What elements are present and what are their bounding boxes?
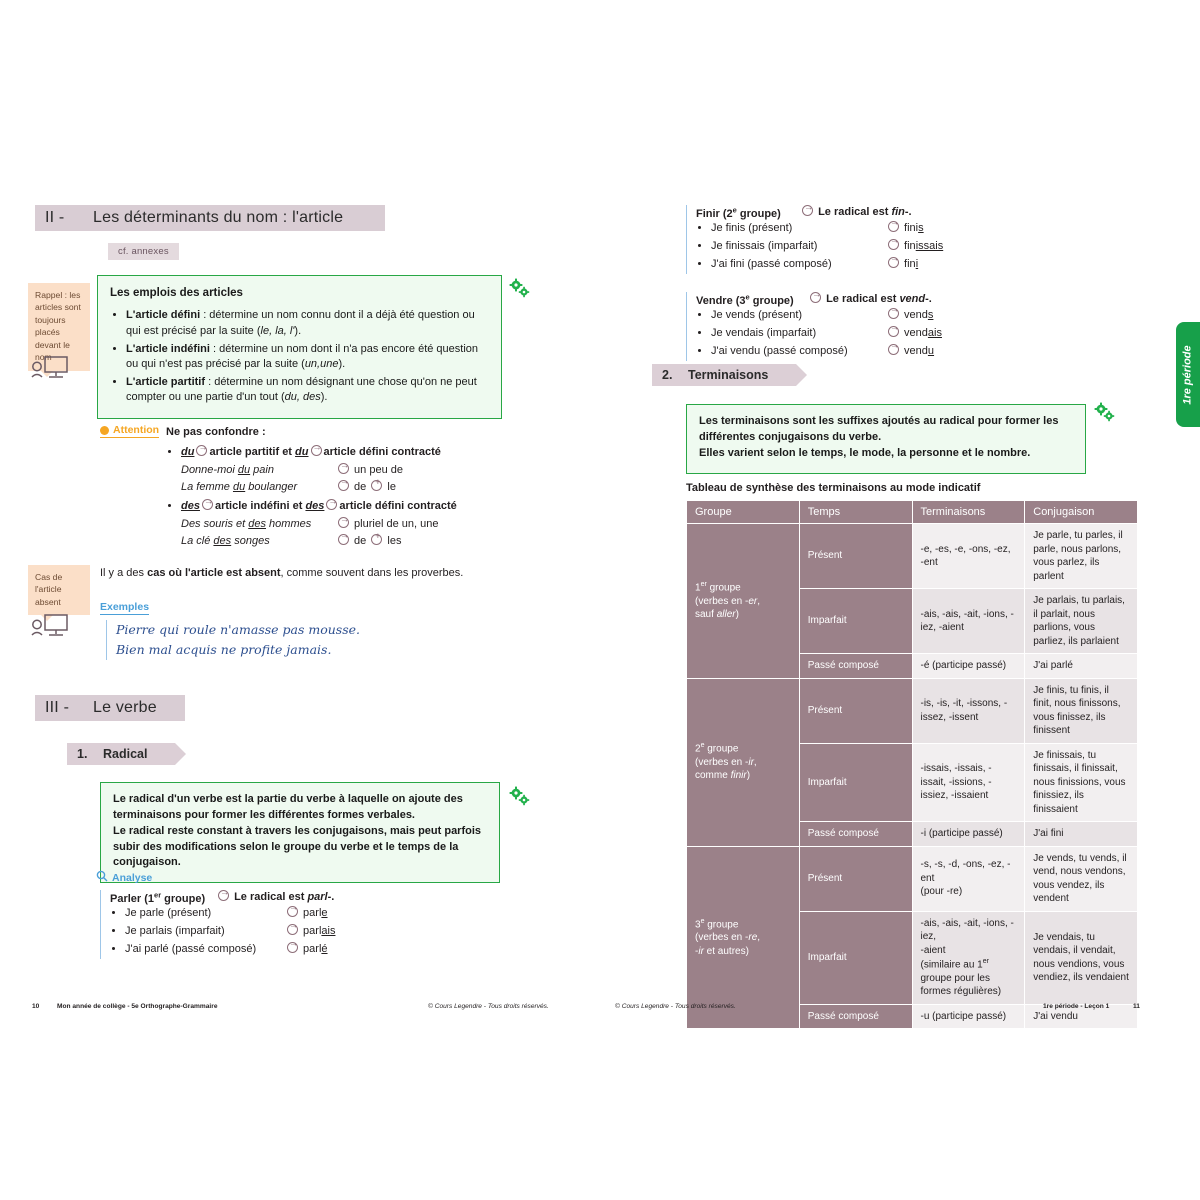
group-label: 2e groupe (verbes en -ir, comme finir) xyxy=(687,678,800,846)
arrow-icon xyxy=(338,463,349,474)
col-conjugaison: Conjugaison xyxy=(1025,501,1138,524)
subsection-title: Terminaisons xyxy=(688,368,769,382)
table-caption: Tableau de synthèse des terminaisons au mode indicatif xyxy=(686,482,981,494)
analyse-block-finir xyxy=(686,205,1026,274)
example-row: Donne-moi du pain → un peu de xyxy=(181,462,506,479)
conjugaison-cell: Je finis, tu finis, il finit, nous finissons, vous finissez, ils finissent xyxy=(1025,678,1138,743)
attention-title: Ne pas confondre : xyxy=(166,426,266,438)
gears-icon-1 xyxy=(508,278,532,305)
definition-box-radical xyxy=(100,782,500,883)
example-row: La femme du boulanger → de + le xyxy=(181,479,506,496)
arrow-icon xyxy=(338,480,349,491)
period-tab[interactable] xyxy=(1176,322,1200,427)
footer-copyright-left: © Cours Legendre - Tous droits réservés. xyxy=(428,1003,549,1010)
temps-cell: Présent xyxy=(799,846,912,911)
definition-box-terminaisons xyxy=(686,404,1086,474)
conjugaison-cell: J'ai parlé xyxy=(1025,654,1138,679)
terminaisons-cell: -ais, -ais, -ait, -ions, -iez, -aient (similaire au 1er groupe pour les formes régulières) xyxy=(912,911,1025,1004)
footer-book-title: Mon année de collège - 5e Orthographe-Grammaire xyxy=(57,1003,218,1010)
conjugation-left: Je vends (présent) xyxy=(711,308,803,321)
conjugation-left: Je parle (présent) xyxy=(125,906,212,919)
arrow-icon xyxy=(888,239,899,250)
arrow-icon xyxy=(311,445,322,456)
section-title: Le verbe xyxy=(93,699,157,716)
plus-icon xyxy=(371,534,382,545)
radical-text: Le radical est parl-. xyxy=(234,891,335,903)
col-terminaisons: Terminaisons xyxy=(912,501,1025,524)
definition-line: Les terminaisons sont les suffixes ajoutés au radical pour former les différentes conjugaisons du verbe. xyxy=(699,415,1059,443)
list-item: • Je vendais (imparfait) → vendais xyxy=(711,325,1026,342)
footer-lesson: 1re période - Leçon 1 xyxy=(1043,1003,1110,1010)
verb-head-row xyxy=(696,205,1026,220)
arrow-icon xyxy=(287,906,298,917)
table-row xyxy=(687,678,1138,743)
section-heading-3 xyxy=(35,695,185,721)
temps-cell: Imparfait xyxy=(799,589,912,654)
analyse-tag xyxy=(96,870,152,885)
subsection-terminaisons xyxy=(652,364,796,386)
arrow-icon xyxy=(202,499,213,510)
verb-head: Parler (1er groupe) xyxy=(110,890,206,905)
list-item: • Je finissais (imparfait) → finissais xyxy=(711,238,1026,255)
footer-copyright-right: © Cours Legendre - Tous droits réservés. xyxy=(615,1003,736,1010)
temps-cell: Imparfait xyxy=(799,911,912,1004)
conjugaison-cell: J'ai fini xyxy=(1025,822,1138,847)
gears-icon-2 xyxy=(508,786,532,813)
arrow-icon xyxy=(810,292,821,303)
list-item: • J'ai parlé (passé composé) → parlé xyxy=(125,941,440,958)
table-header-row xyxy=(687,501,1138,524)
conjugation-left: Je finissais (imparfait) xyxy=(711,239,818,252)
terminaisons-cell: -ais, -ais, -ait, -ions, -iez, -aient xyxy=(912,589,1025,654)
conjugaison-cell: Je parlais, tu parlais, il parlait, nous parlions, vous parliez, ils parlaient xyxy=(1025,589,1138,654)
arrow-icon xyxy=(888,344,899,355)
conjugaison-cell: J'ai vendu xyxy=(1025,1004,1138,1029)
subsection-number: 2. xyxy=(662,368,673,382)
arrow-icon xyxy=(802,205,813,216)
section-heading-2 xyxy=(35,205,385,231)
gears-icon-3 xyxy=(1093,402,1117,429)
conjugation-table xyxy=(686,500,1138,1029)
absent-article-text: Il y a des cas où l'article est absent, comme souvent dans les proverbes. xyxy=(100,567,464,579)
arrow-icon xyxy=(196,445,207,456)
list-item: • J'ai fini (passé composé) → fini xyxy=(711,256,1026,273)
arrow-icon xyxy=(888,308,899,319)
radical-text: Le radical est vend-. xyxy=(826,293,932,305)
col-temps: Temps xyxy=(799,501,912,524)
table-row xyxy=(687,846,1138,911)
list-item: • du → article partitif et du → article défini contracté xyxy=(181,444,506,461)
definition-list xyxy=(110,308,489,406)
analyse-block-parler xyxy=(100,890,440,959)
conjugation-left: J'ai vendu (passé composé) xyxy=(711,344,848,357)
analyse-label: Analyse xyxy=(112,871,153,884)
terminaisons-cell: -e, -es, -e, -ons, -ez, -ent xyxy=(912,524,1025,589)
section-number: III - xyxy=(45,699,70,716)
definition-line: Elles varient selon le temps, le mode, la personne et le nombre. xyxy=(699,447,1031,460)
arrow-icon xyxy=(218,890,229,901)
temps-cell: Présent xyxy=(799,524,912,589)
group-label: 3e groupe (verbes en -re, -ir et autres) xyxy=(687,846,800,1029)
temps-cell: Passé composé xyxy=(799,654,912,679)
footer-page-number-right: 11 xyxy=(1133,1003,1140,1010)
arrow-icon xyxy=(326,499,337,510)
terminaisons-cell: -é (participe passé) xyxy=(912,654,1025,679)
list-item: • Je finis (présent) → finis xyxy=(711,220,1026,237)
terminaisons-cell: -is, -is, -it, -issons, -issez, -issent xyxy=(912,678,1025,743)
definition-title: Les emplois des articles xyxy=(110,287,243,299)
arrow-icon xyxy=(888,326,899,337)
verb-head: Finir (2e groupe) xyxy=(696,205,781,220)
terminaisons-cell: -i (participe passé) xyxy=(912,822,1025,847)
temps-cell: Passé composé xyxy=(799,1004,912,1029)
definition-line: Le radical d'un verbe est la partie du verbe à laquelle on ajoute des terminaisons pour former les différentes formes verbales. xyxy=(113,793,463,821)
conjugation-left: J'ai fini (passé composé) xyxy=(711,257,832,270)
list-item: • Je parle (présent) → parle xyxy=(125,905,440,922)
example-row: Des souris et des hommes → pluriel de un, une xyxy=(181,516,506,533)
arrow-icon xyxy=(888,221,899,232)
conjugation-left: Je vendais (imparfait) xyxy=(711,326,817,339)
plus-icon xyxy=(371,480,382,491)
arrow-icon xyxy=(287,942,298,953)
terminaisons-cell: -s, -s, -d, -ons, -ez, -ent (pour -re) xyxy=(912,846,1025,911)
example-line: Pierre qui roule n'amasse pas mousse. xyxy=(116,622,360,637)
example-row: La clé des songes → de + les xyxy=(181,533,506,550)
conjugation-left: Je finis (présent) xyxy=(711,221,793,234)
search-icon xyxy=(96,870,108,885)
subsection-number: 1. xyxy=(77,747,88,761)
period-tab-label: 1re période xyxy=(1182,344,1194,405)
list-item: • L'article défini : détermine un nom connu dont il a déjà été question ou qui est précisé par la suite (le, la, l'). xyxy=(126,308,489,339)
temps-cell: Passé composé xyxy=(799,822,912,847)
callout-cas-absent: Cas de l'article absent xyxy=(28,565,90,615)
subsection-radical xyxy=(67,743,175,765)
temps-cell: Imparfait xyxy=(799,743,912,822)
terminaisons-cell: -u (participe passé) xyxy=(912,1004,1025,1029)
col-groupe: Groupe xyxy=(687,501,800,524)
arrow-icon xyxy=(287,924,298,935)
arrow-icon xyxy=(338,517,349,528)
section-title: Les déterminants du nom : l'article xyxy=(93,209,344,226)
callout-rappel: Rappel : les articles sont toujours placés devant le nom xyxy=(28,283,90,371)
warning-dot-icon xyxy=(100,426,109,435)
table-row xyxy=(687,524,1138,589)
arrow-icon xyxy=(888,257,899,268)
definition-line: Le radical reste constant à travers les conjugaisons, mais peut parfois subir des modifications selon le groupe du verbe et le temps de la conjugaison. xyxy=(113,825,482,869)
conjugaison-cell: Je parle, tu parles, il parle, nous parlons, vous parlez, ils parlent xyxy=(1025,524,1138,589)
definition-box-articles xyxy=(97,275,502,419)
screen-person-icon-1 xyxy=(30,352,70,385)
list-item: • Je parlais (imparfait) → parlais xyxy=(125,923,440,940)
footer-page-number-left: 10 xyxy=(32,1003,40,1010)
list-item: • J'ai vendu (passé composé) → vendu xyxy=(711,343,1026,360)
confusion-block-du xyxy=(166,444,506,495)
exemples-label: Exemples xyxy=(100,601,150,613)
verb-head: Vendre (3e groupe) xyxy=(696,292,794,307)
conjugation-left: Je parlais (imparfait) xyxy=(125,924,225,937)
conjugation-left: J'ai parlé (passé composé) xyxy=(125,942,257,955)
radical-text: Le radical est fin-. xyxy=(818,206,912,218)
verb-head-row xyxy=(696,292,1026,307)
group-label: 1er groupe (verbes en -er, sauf aller) xyxy=(687,524,800,679)
conjugaison-cell: Je finissais, tu finissais, il finissait, nous finissions, vous finissiez, ils finissaient xyxy=(1025,743,1138,822)
screen-person-icon-2 xyxy=(30,610,70,643)
verb-head-row xyxy=(110,890,440,905)
temps-cell: Présent xyxy=(799,678,912,743)
conjugaison-cell: Je vends, tu vends, il vend, nous vendons, vous vendez, ils vendent xyxy=(1025,846,1138,911)
terminaisons-cell: -issais, -issais, -issait, -issions, -issiez, -issaient xyxy=(912,743,1025,822)
list-item: • L'article partitif : détermine un nom désignant une chose qu'on ne peut compter ou une partie d'un tout (du, des). xyxy=(126,375,489,406)
list-item: • des → article indéfini et des → article défini contracté xyxy=(181,498,506,515)
subsection-title: Radical xyxy=(103,747,148,761)
list-item: • Je vends (présent) → vends xyxy=(711,307,1026,324)
attention-tag xyxy=(100,424,159,438)
annex-badge: cf. annexes xyxy=(108,243,179,260)
arrow-icon xyxy=(338,534,349,545)
handwritten-examples xyxy=(106,620,406,660)
conjugaison-cell: Je vendais, tu vendais, il vendait, nous vendions, vous vendiez, ils vendaient xyxy=(1025,911,1138,1004)
list-item: • L'article indéfini : détermine un nom dont il n'a pas encore été question ou qui n'est pas précisé par la suite (un,une). xyxy=(126,342,489,373)
analyse-block-vendre xyxy=(686,292,1026,361)
example-line: Bien mal acquis ne profite jamais. xyxy=(116,642,332,657)
attention-label: Attention xyxy=(113,424,160,436)
confusion-block-des xyxy=(166,498,506,549)
section-number: II - xyxy=(45,209,65,226)
